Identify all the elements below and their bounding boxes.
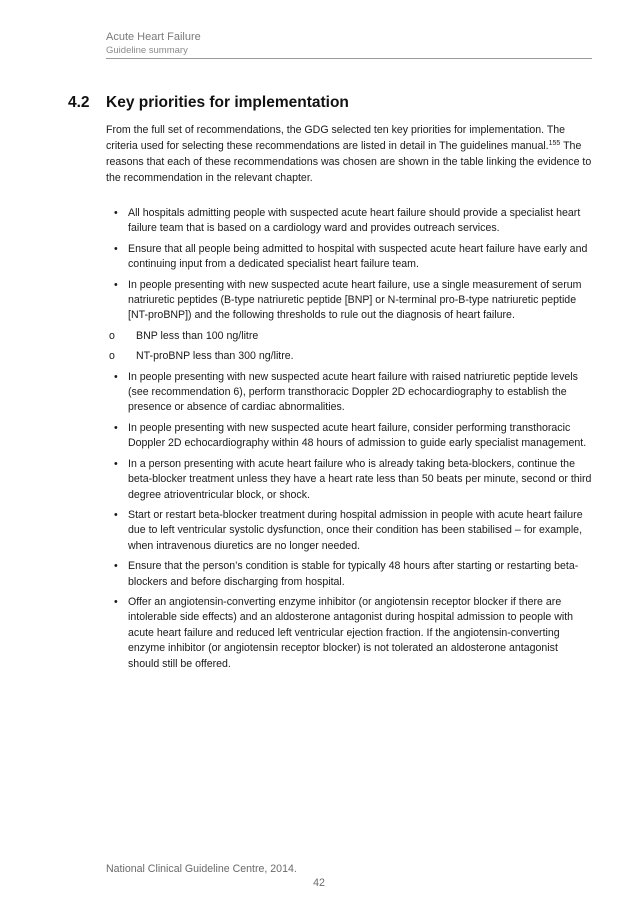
section-title: Key priorities for implementation [106, 94, 349, 111]
footer-organisation: National Clinical Guideline Centre, 2014. [106, 863, 297, 875]
sub-list-item-text: BNP less than 100 ng/litre [136, 329, 259, 342]
running-header [106, 30, 592, 59]
list-item [106, 242, 592, 273]
intro-paragraph [106, 122, 592, 186]
list-item-text: All hospitals admitting people with suspected acute heart failure should provide a specialist heart failure team that is based on a cardiology ward and provides outreach services. [128, 207, 581, 235]
list-item-text: Ensure that the person’s condition is stable for typically 48 hours after starting or restarting beta-blockers and before discharging from hospital. [128, 560, 579, 588]
list-item-text: Start or restart beta-blocker treatment during hospital admission in people with acute heart failure due to left ventricular systolic dysfunction, once their condition has been stabilised – for example, when intravenous diuretics are no longer needed. [128, 508, 583, 552]
list-item-text: Offer an angiotensin-converting enzyme inhibitor (or angiotensin receptor blocker if there are intolerable side effects) and an aldosterone antagonist during hospital admission to people with acute heart failure and reduced left ventricular ejection fraction. If the angiotensin-converting enzyme inhibitor (or angiotensin receptor blocker) is not tolerated an aldosterone antagonist should still be offered. [128, 595, 574, 670]
list-item [106, 206, 592, 237]
list-item [106, 370, 592, 416]
list-item [106, 508, 592, 554]
bullet-icon: • [114, 508, 118, 521]
bullet-icon: • [114, 370, 118, 383]
bullet-icon: • [114, 595, 118, 608]
bullet-icon: • [114, 457, 118, 470]
bullet-icon: • [114, 207, 118, 219]
section-number: 4.2 [68, 94, 90, 111]
list-item-text: Ensure that all people being admitted to hospital with suspected acute heart failure have early and continuing input from a dedicated specialist heart failure team. [128, 242, 588, 271]
bullet-icon: • [114, 242, 118, 255]
reference-superscript: 155 [548, 140, 561, 147]
list-item [106, 278, 592, 324]
list-item [106, 559, 592, 590]
header-title: Acute Heart Failure [106, 31, 201, 43]
intro-text-1: From the full set of recommendations, the GDG selected ten key priorities for implementation. The criteria used for selecting these recommendations are listed in detail in The guidelines manual. [106, 124, 566, 152]
page-number: 42 [313, 877, 325, 889]
header-subtitle: Guideline summary [106, 45, 188, 56]
header-rule [106, 58, 592, 59]
intro-text-2: The reasons that each of these recommendations was chosen are shown in the table linking the evidence to the recommendation in the relevant chapter. [106, 140, 592, 184]
section-4-2 [68, 93, 592, 197]
sub-bullet-icon: o [109, 350, 115, 363]
list-item-text: In people presenting with new suspected acute heart failure, consider performing transthoracic Doppler 2D echocardiography within 48 hours of admission to guide early specialist management. [128, 421, 587, 450]
bullet-icon: • [114, 560, 118, 573]
sub-list-item [106, 329, 592, 344]
bullet-icon: • [114, 421, 118, 434]
list-item [106, 421, 592, 452]
key-priorities-list [106, 206, 592, 677]
list-item-text: In people presenting with new suspected acute heart failure with raised natriuretic peptide levels (see recommendation 6), perform transthoracic Doppler 2D echocardiography to establish the presence or absence of cardiac abnormalities. [128, 370, 578, 414]
list-item [106, 595, 592, 672]
sub-list-item-text: NT-proBNP less than 300 ng/litre. [136, 350, 294, 363]
bullet-icon: • [114, 278, 118, 291]
list-item [106, 457, 592, 503]
list-item-text: In people presenting with new suspected acute heart failure, use a single measurement of serum natriuretic peptides (B-type natriuretic peptide [BNP] or N-terminal pro-B-type natriuretic peptide [NT-proBNP]) and the following thresholds to rule out the diagnosis of heart failure. [128, 278, 582, 322]
section-heading [68, 93, 592, 113]
sub-bullet-icon: o [109, 329, 115, 342]
list-item-text: In a person presenting with acute heart failure who is already taking beta-blockers, continue the beta-blocker treatment unless they have a heart rate less than 50 beats per minute, second or third degree atrioventricular block, or shock. [128, 457, 592, 501]
sub-list-item [106, 349, 592, 364]
